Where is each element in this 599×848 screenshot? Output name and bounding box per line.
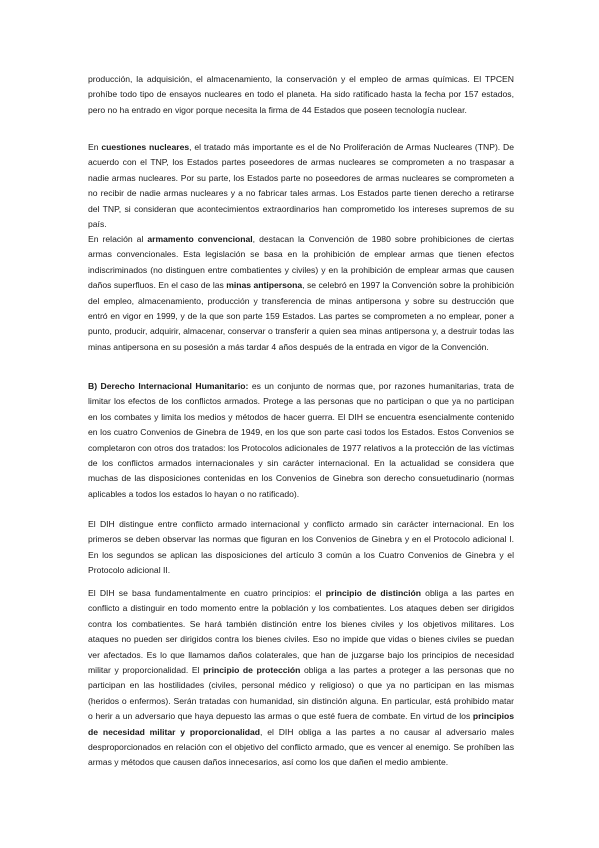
bold-term: principios de necesidad militar y proporcionalidad: [88, 711, 514, 737]
paragraph-text: , el DIH obliga a las partes a no causar al adversario males desproporcionados en relación con el objetivo del conflicto armado, que es vencer al enemigo. Se prohíben las armas y métodos que causen daños innecesarios, así como los que dañen el medio ambiente.: [88, 726, 514, 768]
paragraph-text: , destacan la Convención de 1980 sobre prohibiciones de ciertas armas convencionales. Esta legislación se basa en la prohibición de emplear armas que tienen efectos indiscriminados (no distinguen entre combatientes y civiles) y en la prohibición de emplear armas que causen daños superfluos. En el caso de las: [88, 234, 514, 291]
paragraph-text: , el tratado más importante es el de No Proliferación de Armas Nucleares (TNP). De acuerdo con el TNP, los Estados partes poseedores de armas nucleares se comprometen a no traspasar a nadie armas nucleares. Por su parte, los Estados parte no poseedores de armas nucleares se comprometen a no recibir de nadie armas nucleares y a no fabricar tales armas. Los Estados parte tienen derecho a retirarse del TNP, si consideran que acontecimientos extraordinarios han comprometido los intereses supremos de su país.: [88, 142, 514, 230]
paragraph-text: En relación al: [88, 234, 148, 244]
bold-term: armamento convencional: [147, 234, 253, 244]
paragraph-principles: [88, 586, 514, 771]
paragraph-text: El DIH distingue entre conflicto armado internacional y conflicto armado sin carácter internacional. En los primeros se deben observar las normas que figuran en los Convenios de Ginebra y en el Protocolo adicional I. En los segundos se aplican las disposiciones del artículo 3 común a los Cuatro Convenios de Ginebra y el Protocolo adicional II.: [88, 519, 514, 576]
paragraph-text: El DIH se basa fundamentalmente en cuatro principios: el: [88, 588, 326, 598]
bold-term: cuestiones nucleares: [101, 142, 190, 152]
paragraph-text: producción, la adquisición, el almacenamiento, la conservación y el empleo de armas químicas. El TPCEN prohíbe todo tipo de ensayos nucleares en todo el planeta. Ha sido ratificado hasta la fecha por 157 estados, pero no ha entrado en vigor porque necesita la firma de 44 Estados que poseen tecnología nuclear.: [88, 74, 514, 115]
paragraph-humanitarian-law: [88, 379, 514, 502]
paragraph-nuclear-issues: [88, 140, 514, 232]
paragraph-chemical-weapons: [88, 72, 514, 118]
paragraph-text: es un conjunto de normas que, por razones humanitarias, trata de limitar los efectos de los conflictos armados. Protege a las personas que no participan o que ya no participan en los combates y limita los medios y métodos de hacer guerra. El DIH se encuentra esencialmente contenido en los cuatro Convenios de Ginebra de 1949, en los que son parte casi todos los Estados. Estos Convenios se completaron con otros dos tratados: los Protocolos adicionales de 1977 relativos a la protección de las víctimas de los conflictos armados internacionales y sin carácter internacional. En la actualidad se considera que muchas de las disposiciones contenidas en los Convenios de Ginebra son derecho consuetudinario (normas aplicables a todos los estados lo hayan o no ratificado).: [88, 381, 514, 499]
bold-term: minas antipersona: [226, 280, 303, 291]
paragraph-text: En: [88, 142, 102, 152]
bold-term: principio de protección: [203, 665, 301, 676]
paragraph-conventional-arms: [88, 232, 514, 355]
section-heading: B) Derecho Internacional Humanitario:: [88, 381, 249, 391]
paragraph-text: obliga a las partes a proteger a las personas que no participan en las hostilidades (civiles, personal médico y religioso) o que ya no participan en las mismas (heridos o enfermos). Serán tratadas con humanidad, sin distinción alguna. En particular, está prohibido matar o herir a un adversario que haya depuesto las armas o que esté fuera de combate. En virtud de los: [88, 665, 514, 722]
paragraph-text: obliga a las partes en conflicto a distinguir en todo momento entre la población y los combatientes. Los ataques deben ser dirigidos contra los combatientes. Se hará también distinción entre los bienes civiles y los objetivos militares. Los ataques no pueden ser dirigidos contra los bienes civiles. Eso no impide que vidas o bienes civiles se puedan ver afectados. Es lo que llamamos daños colaterales, que han de juzgarse bajo los principios de necesidad militar y proporcionalidad. El: [88, 588, 514, 676]
paragraph-conflict-types: [88, 517, 514, 579]
paragraph-text: , se celebró en 1997 la Convención sobre la prohibición del empleo, almacenamiento, producción y transferencia de minas antipersona y sobre su destrucción que entró en vigor en 1999, y de la que son parte 159 Estados. Las partes se comprometen a no emplear, poner a punto, producir, adquirir, almacenar, conservar o transferir a quien sea minas antipersona y, a destruir todas las minas antipersona en su posesión a más tardar 4 años después de la entrada en vigor de la Convención.: [88, 280, 515, 352]
bold-term: principio de distinción: [325, 588, 421, 598]
